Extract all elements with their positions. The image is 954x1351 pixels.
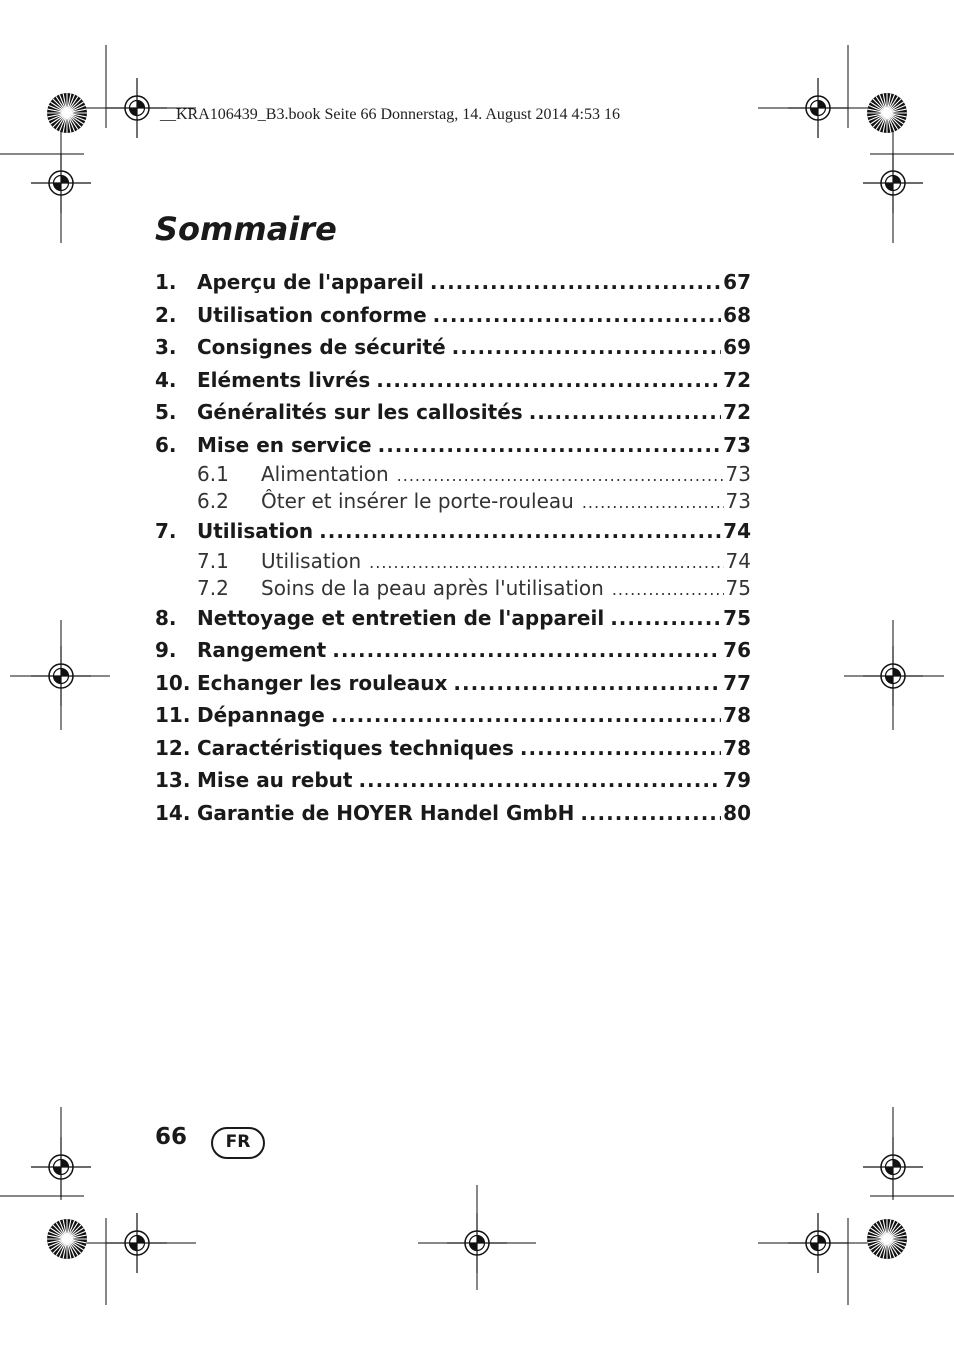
toc-leader-dots [433,299,721,332]
toc-leader-dots [332,634,721,667]
toc-entry-page: 73 [725,462,751,486]
toc-entry-label: Alimentation [261,462,389,486]
language-badge: FR [211,1127,265,1159]
toc-entry-page: 73 [725,489,751,513]
toc-entry-label: Dépannage [197,703,325,727]
toc-entry-page: 68 [723,302,751,327]
toc-leader-dots [453,667,721,700]
toc-entry-number: 10. [155,670,191,695]
starburst-target-icon [47,1219,87,1259]
toc-entry-number: 1. [155,270,177,294]
toc-entry [155,634,751,667]
starburst-target-icon [867,93,907,133]
page-title: Sommaire [155,210,337,248]
toc-entry-number: 7.2 [197,575,229,600]
page-number: 66 [155,1124,188,1150]
toc-entry [155,602,751,635]
toc-subentry [155,575,751,602]
toc-entry-page: 69 [723,335,751,359]
toc-entry-page: 75 [725,575,751,600]
toc-entry-label: Mise au rebut [197,768,353,792]
toc-leader-dots [376,364,721,397]
toc-entry-page: 78 [723,735,751,760]
toc-entry [155,396,751,429]
toc-leader-dots [358,764,721,797]
toc-leader-dots [610,602,721,635]
toc-entry-number: 6. [155,432,177,457]
toc-entry-label: Garantie de HOYER Handel GmbH [197,800,575,825]
toc-subentry [155,488,751,515]
toc-entry [155,699,751,732]
toc-entry [155,797,751,830]
toc-entry [155,429,751,462]
toc-entry-label: Eléments livrés [197,367,371,392]
toc-entry-page: 74 [725,548,751,573]
toc-entry-label: Mise en service [197,432,372,457]
toc-entry-page: 73 [723,432,751,457]
toc-leader-dots [378,429,722,462]
toc-entry-number: 13. [155,768,191,792]
toc-entry-page: 76 [723,638,751,662]
toc-entry-page: 79 [723,768,751,792]
toc-leader-dots [612,576,724,603]
toc-entry-page: 74 [723,519,751,543]
toc-entry-number: 6.1 [197,462,229,486]
toc-entry-label: Echanger les rouleaux [197,670,448,695]
toc-entry-page: 67 [723,270,751,294]
toc-leader-dots [520,732,721,765]
toc-leader-dots [331,699,721,732]
toc-leader-dots [430,266,721,299]
toc-entry-number: 2. [155,302,177,327]
toc-entry-label: Généralités sur les callosités [197,400,523,424]
starburst-target-icon [867,1219,907,1259]
toc-subentry [155,461,751,488]
table-of-contents [155,266,751,829]
toc-entry-page: 80 [723,800,751,825]
toc-subentry [155,548,751,575]
toc-leader-dots [452,331,722,364]
toc-entry-number: 3. [155,335,177,359]
toc-entry [155,299,751,332]
toc-leader-dots [529,396,721,429]
toc-leader-dots [580,797,721,830]
toc-entry [155,667,751,700]
toc-entry-label: Rangement [197,638,327,662]
toc-entry-number: 12. [155,735,191,760]
toc-entry-label: Utilisation conforme [197,302,427,327]
toc-entry-label: Utilisation [197,519,314,543]
toc-leader-dots [397,462,724,489]
toc-entry-number: 9. [155,638,177,662]
toc-entry-label: Soins de la peau après l'utilisation [261,575,604,600]
toc-entry [155,266,751,299]
toc-entry-page: 77 [723,670,751,695]
toc-entry-label: Utilisation [261,548,362,573]
toc-entry-number: 14. [155,800,191,825]
toc-entry-page: 75 [723,605,751,630]
toc-entry-page: 72 [723,400,751,424]
toc-entry-label: Consignes de sécurité [197,335,446,359]
toc-entry-number: 11. [155,703,191,727]
toc-entry-page: 78 [723,703,751,727]
toc-entry-number: 7. [155,519,177,543]
toc-leader-dots [369,549,723,576]
toc-entry-page: 72 [723,367,751,392]
toc-entry-number: 7.1 [197,548,229,573]
toc-entry [155,732,751,765]
toc-entry-label: Nettoyage et entretien de l'appareil [197,605,605,630]
toc-entry-number: 4. [155,367,177,392]
print-info-line: __KRA106439_B3.book Seite 66 Donnerstag, 14. August 2014 4:53 16 [160,106,620,123]
toc-entry-label: Aperçu de l'appareil [197,270,424,294]
toc-entry-label: Ôter et insérer le porte-rouleau [261,489,574,513]
toc-leader-dots [582,489,724,516]
toc-entry [155,515,751,548]
toc-entry [155,764,751,797]
toc-leader-dots [319,515,721,548]
starburst-target-icon [47,93,87,133]
toc-entry-number: 8. [155,605,177,630]
toc-entry [155,364,751,397]
toc-entry-number: 6.2 [197,489,229,513]
toc-entry-label: Caractéristiques techniques [197,735,514,760]
toc-entry-number: 5. [155,400,177,424]
toc-entry [155,331,751,364]
